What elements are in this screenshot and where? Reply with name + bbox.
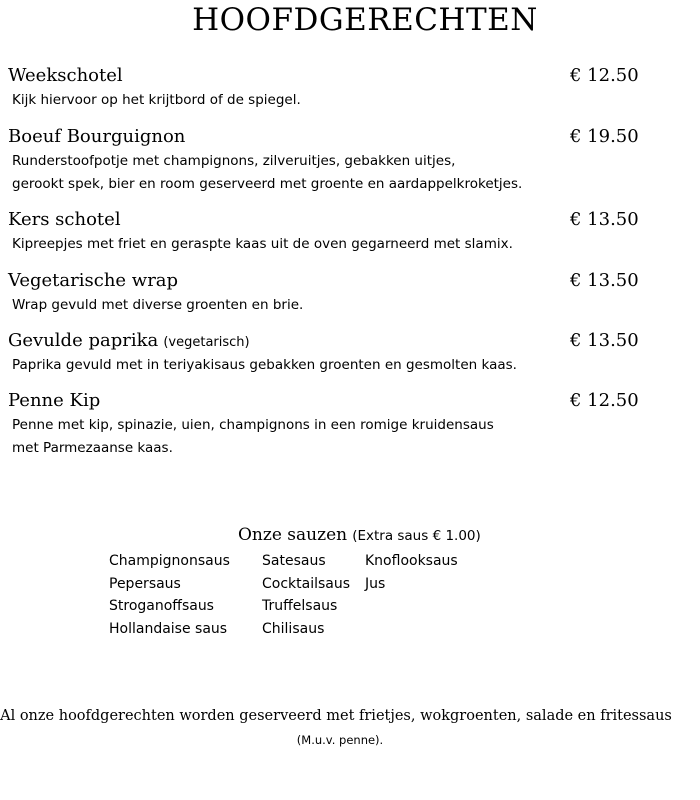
footer-serving-note: Al onze hoofdgerechten worden geserveerd met frietjes, wokgroenten, salade en fritessaus bbox=[0, 708, 672, 724]
item-description bbox=[12, 414, 648, 460]
sauce-item: Champignonsaus bbox=[109, 553, 230, 569]
item-name: Penne Kip bbox=[8, 390, 101, 411]
item-description bbox=[12, 233, 648, 256]
item-name: Gevulde paprika bbox=[8, 330, 159, 351]
sauce-item: Pepersaus bbox=[109, 575, 181, 592]
item-description bbox=[12, 354, 648, 377]
item-name: Vegetarische wrap bbox=[8, 270, 179, 291]
description-line: Runderstoofpotje met champignons, zilveruitjes, gebakken uitjes, bbox=[12, 153, 456, 169]
sauces-heading bbox=[238, 525, 481, 545]
item-name: Weekschotel bbox=[8, 65, 123, 86]
item-description bbox=[12, 150, 648, 196]
sauce-column-3 bbox=[365, 550, 458, 595]
description-line: met Parmezaanse kaas. bbox=[12, 440, 173, 456]
description-line: Kijk hiervoor op het krijtbord of de spiegel. bbox=[12, 92, 301, 108]
item-price: € 13.50 bbox=[570, 209, 639, 230]
sauce-item: Truffelsaus bbox=[262, 598, 338, 614]
item-name: Kers schotel bbox=[8, 209, 121, 230]
menu-item-gevulde-paprika bbox=[8, 330, 648, 377]
footer-exception-note: (M.u.v. penne). bbox=[296, 733, 384, 747]
description-line: Paprika gevuld met in teriyakisaus gebakken groenten en gesmolten kaas. bbox=[12, 357, 517, 373]
sauce-item: Chilisaus bbox=[262, 620, 325, 637]
sauce-item: Cocktailsaus bbox=[262, 575, 351, 592]
menu-item-boeuf-bourguignon bbox=[8, 126, 648, 196]
menu-item-weekschotel bbox=[8, 65, 648, 112]
sauce-item: Satesaus bbox=[262, 553, 326, 569]
description-line: Penne met kip, spinazie, uien, champignons in een romige kruidensaus bbox=[12, 417, 494, 433]
sauces-price-note: (Extra saus € 1.00) bbox=[352, 528, 481, 544]
menu-item-kers-schotel bbox=[8, 209, 648, 256]
menu-item-penne-kip bbox=[8, 390, 648, 460]
item-price: € 13.50 bbox=[570, 270, 639, 291]
item-price: € 12.50 bbox=[570, 390, 639, 411]
item-price: € 12.50 bbox=[570, 65, 639, 86]
item-name: Boeuf Bourguignon bbox=[8, 126, 186, 147]
description-line: Kipreepjes met friet en geraspte kaas uit de oven gegarneerd met slamix. bbox=[12, 236, 513, 252]
item-price: € 13.50 bbox=[570, 330, 639, 351]
description-line: gerookt spek, bier en room geserveerd met groente en aardappelkroketjes. bbox=[12, 176, 523, 192]
item-description bbox=[12, 89, 648, 112]
item-price: € 19.50 bbox=[570, 126, 639, 147]
menu-item-vegetarische-wrap bbox=[8, 270, 648, 317]
item-diet-note: (vegetarisch) bbox=[163, 335, 250, 350]
sauce-item: Knoflooksaus bbox=[365, 553, 458, 569]
sauce-item: Stroganoffsaus bbox=[109, 598, 214, 614]
sauce-item: Hollandaise saus bbox=[109, 620, 228, 637]
sauce-column-1 bbox=[109, 550, 230, 640]
sauce-item: Jus bbox=[365, 575, 386, 592]
item-description bbox=[12, 294, 648, 317]
description-line: Wrap gevuld met diverse groenten en brie. bbox=[12, 297, 304, 313]
sauce-column-2 bbox=[262, 550, 350, 640]
page-title: HOOFDGERECHTEN bbox=[192, 2, 538, 38]
sauces-title: Onze sauzen bbox=[238, 525, 348, 545]
